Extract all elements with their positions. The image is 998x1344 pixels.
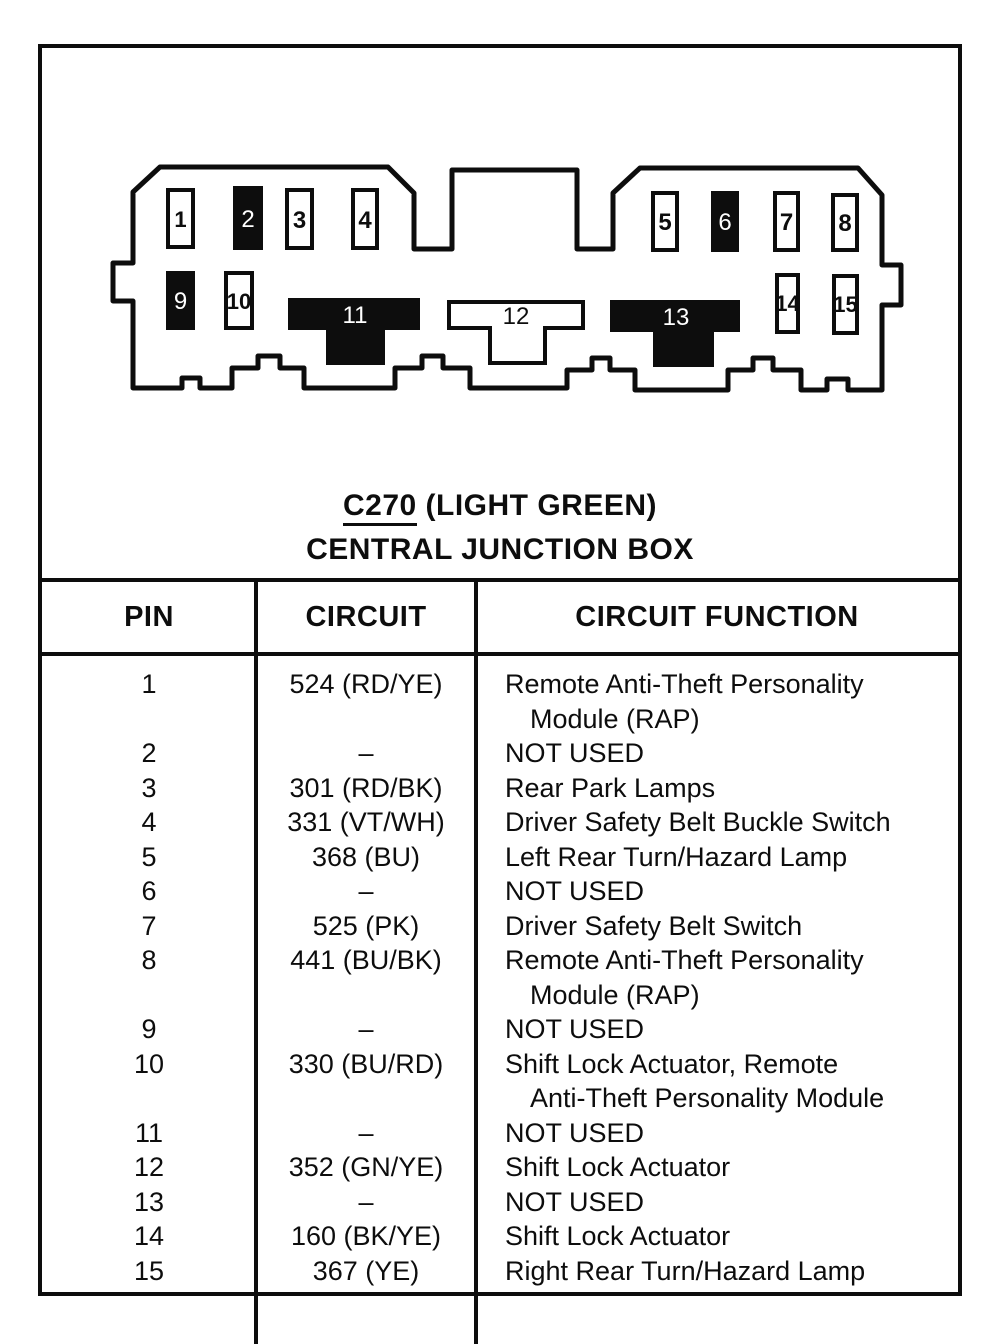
pin-cell: 9 — [141, 1014, 157, 1044]
table-row — [42, 771, 958, 806]
column-divider-2 — [474, 582, 478, 1344]
circuit-cell: – — [358, 1014, 374, 1044]
table-row — [42, 1150, 958, 1185]
function-line: Driver Safety Belt Buckle Switch — [505, 807, 891, 837]
function-line: NOT USED — [505, 1117, 645, 1148]
pin-14-label: 14 — [775, 291, 800, 316]
function-cell — [476, 667, 958, 736]
connector-diagram — [42, 48, 958, 518]
connector-cavity-9 — [168, 273, 193, 328]
pin-5-label: 5 — [658, 209, 672, 236]
circuit-cell: 160 (BK/YE) — [290, 1221, 442, 1251]
pin-6-label: 6 — [718, 209, 732, 236]
circuit-cell: 367 (YE) — [312, 1255, 420, 1286]
function-cell — [476, 736, 958, 771]
function-line: Remote Anti-Theft Personality — [505, 669, 864, 699]
function-line: Shift Lock Actuator, Remote — [505, 1048, 839, 1079]
pin-9-label: 9 — [173, 288, 188, 315]
circuit-cell: 352 (GN/YE) — [288, 1152, 444, 1182]
pin-4-label: 4 — [358, 207, 372, 234]
pin-1-label: 1 — [174, 207, 187, 232]
function-line: NOT USED — [505, 738, 645, 768]
connector-color: (LIGHT GREEN) — [416, 489, 658, 522]
column-divider-1 — [254, 582, 258, 1344]
connector-cavity-2 — [235, 188, 261, 248]
circuit-cell: 525 (PK) — [312, 910, 420, 941]
table-row — [42, 943, 958, 1012]
page-border-frame — [38, 44, 962, 1296]
pin-cell: 11 — [134, 1117, 164, 1148]
connector-subtitle: CENTRAL JUNCTION BOX — [306, 533, 694, 566]
function-line: Shift Lock Actuator — [505, 1152, 731, 1182]
function-cell — [476, 771, 958, 806]
pin-cell: 10 — [133, 1048, 165, 1079]
table-row — [42, 667, 958, 736]
function-cell — [476, 805, 958, 840]
function-cell — [476, 1116, 958, 1151]
circuit-cell: 368 (BU) — [311, 841, 421, 872]
function-line: Rear Park Lamps — [505, 772, 716, 803]
pinout-table — [42, 578, 958, 1344]
table-row — [42, 1219, 958, 1254]
circuit-cell: 330 (BU/RD) — [288, 1048, 444, 1079]
function-line: Left Rear Turn/Hazard Lamp — [505, 841, 848, 872]
circuit-cell: – — [358, 1186, 374, 1217]
pin-cell: 7 — [141, 910, 157, 941]
function-line: Anti-Theft Personality Module — [530, 1083, 885, 1113]
function-line: NOT USED — [505, 1186, 645, 1217]
circuit-cell: 524 (RD/YE) — [289, 669, 443, 699]
table-row — [42, 1047, 958, 1116]
title-block — [42, 484, 958, 572]
pin-cell: 6 — [141, 876, 157, 906]
pin-2-label: 2 — [241, 206, 255, 233]
function-cell — [476, 840, 958, 875]
connector-title — [42, 484, 958, 528]
table-row — [42, 805, 958, 840]
pin-cell: 13 — [133, 1186, 165, 1217]
pin-cell: 5 — [141, 841, 157, 872]
function-cell — [476, 1150, 958, 1185]
table-body — [42, 656, 958, 1288]
circuit-cell: 301 (RD/BK) — [289, 772, 443, 803]
function-cell — [476, 874, 958, 909]
function-line: Remote Anti-Theft Personality — [505, 945, 864, 975]
header-circuit: CIRCUIT — [305, 600, 427, 633]
connector-cavity-15 — [833, 276, 857, 333]
table-row — [42, 1012, 958, 1047]
function-cell — [476, 1012, 958, 1047]
pin-13-label: 13 — [662, 304, 690, 331]
pin-11-label: 11 — [342, 302, 368, 329]
connector-cavity-5 — [653, 193, 677, 250]
connector-code: C270 — [343, 489, 417, 526]
table-row — [42, 1254, 958, 1289]
circuit-cell: – — [358, 1117, 374, 1148]
function-line: Module (RAP) — [530, 979, 700, 1010]
pin-cell: 3 — [141, 772, 157, 803]
circuit-cell: 331 (VT/WH) — [287, 807, 445, 837]
pin-cell: 14 — [133, 1221, 165, 1251]
connector-cavity-1 — [168, 190, 193, 247]
circuit-cell: – — [358, 876, 374, 906]
pin-10-label: 10 — [226, 289, 252, 314]
pin-8-label: 8 — [838, 210, 852, 237]
table-row — [42, 1185, 958, 1220]
circuit-cell: 441 (BU/BK) — [290, 945, 442, 975]
pin-cell: 4 — [141, 807, 157, 837]
connector-cavity-7 — [775, 193, 798, 250]
pin-cell: 8 — [141, 945, 157, 975]
pin-cell: 15 — [133, 1255, 165, 1286]
table-header-row — [42, 582, 958, 656]
function-line: Driver Safety Belt Switch — [505, 910, 803, 941]
pin-12-label: 12 — [502, 303, 530, 330]
pin-cell: 2 — [141, 738, 157, 768]
function-line: NOT USED — [505, 876, 645, 906]
connector-cavity-4 — [353, 190, 377, 248]
table-row — [42, 840, 958, 875]
connector-cavity-3 — [287, 190, 312, 248]
circuit-cell: – — [358, 738, 374, 768]
table-row — [42, 736, 958, 771]
connector-cavity-14 — [775, 275, 800, 332]
table-row — [42, 909, 958, 944]
connector-cavity-6 — [713, 193, 737, 250]
function-cell — [476, 1219, 958, 1254]
connector-cavity-10 — [226, 273, 252, 328]
function-line: Module (RAP) — [530, 703, 700, 734]
table-row — [42, 874, 958, 909]
function-cell — [476, 909, 958, 944]
function-cell — [476, 1185, 958, 1220]
function-cell — [476, 1047, 958, 1116]
table-row — [42, 1116, 958, 1151]
pin-7-label: 7 — [779, 209, 794, 236]
function-cell — [476, 1254, 958, 1289]
function-line: Shift Lock Actuator — [505, 1221, 731, 1251]
header-pin: PIN — [124, 600, 174, 633]
pin-3-label: 3 — [292, 207, 307, 234]
function-line: Right Rear Turn/Hazard Lamp — [505, 1255, 866, 1286]
function-line: NOT USED — [505, 1014, 645, 1044]
header-circuit-function: CIRCUIT FUNCTION — [575, 600, 859, 633]
pin-15-label: 15 — [833, 292, 858, 317]
pin-cell: 12 — [133, 1152, 165, 1182]
pin-cell: 1 — [141, 669, 157, 699]
connector-cavity-8 — [833, 195, 857, 250]
function-cell — [476, 943, 958, 1012]
